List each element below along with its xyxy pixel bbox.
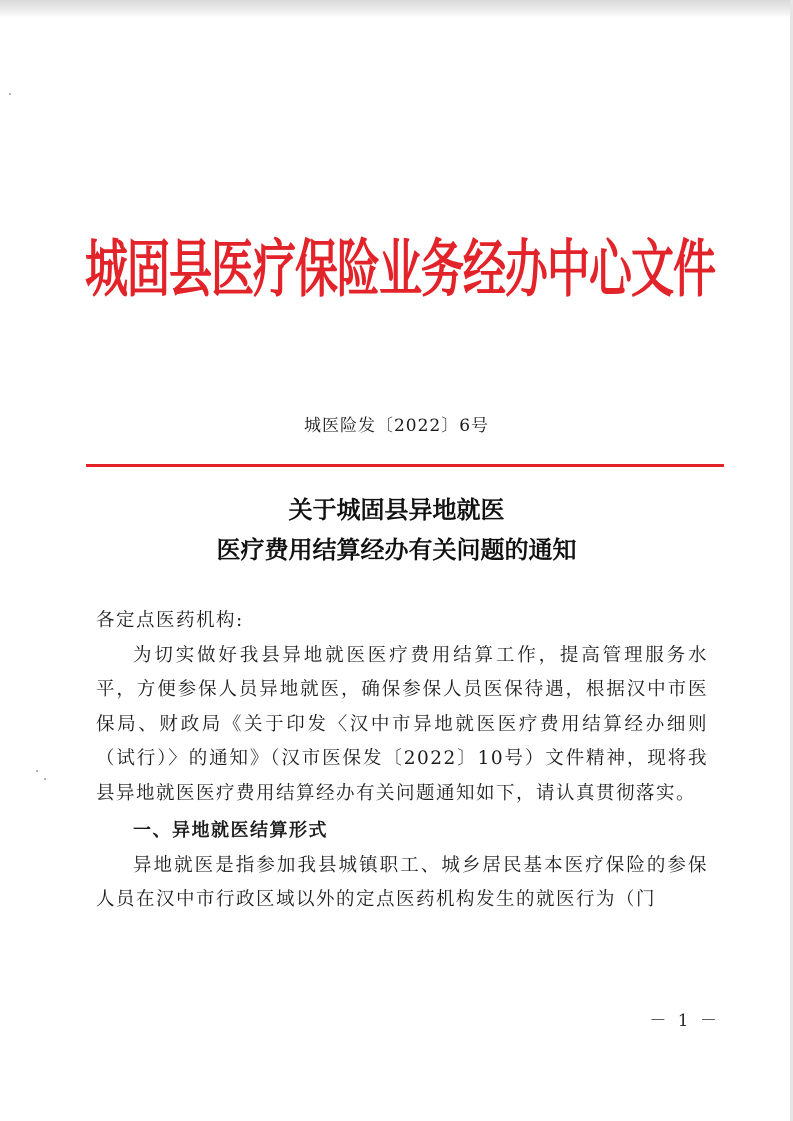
notice-title-line-1: 关于城固县异地就医 <box>288 495 505 524</box>
scan-speck <box>36 770 38 772</box>
scan-speck <box>44 778 46 780</box>
section-1-paragraph: 异地就医是指参加我县城镇职工、城乡居民基本医疗保险的参保人员在汉中市行政区域以外的定点医药机构发生的就医行为（门 <box>96 854 708 910</box>
notice-title-line-2: 医疗费用结算经办有关问题的通知 <box>216 535 577 564</box>
scan-edge-top <box>0 0 793 18</box>
header-red-rule <box>86 464 724 467</box>
intro-paragraph: 为切实做好我县异地就医医疗费用结算工作，提高管理服务水平，方便参保人员异地就医，确保参保人员医保待遇，根据汉中市医保局、财政局《关于印发〈汉中市异地就医医疗费用结算经办细则（试行）〉的通知》（汉市医保发〔2022〕10号）文件精神，现将我县异地就医医疗费用结算经办有关问题通知如下，请认真贯彻落实。 <box>96 644 708 804</box>
section-heading-1: 一、异地就医结算形式 <box>133 820 328 841</box>
notice-title <box>0 490 793 570</box>
document-header-title: 城固县医疗保险业务经办中心文件 <box>85 233 715 307</box>
document-number: 城医险发〔2022〕6号 <box>303 416 490 436</box>
document-body <box>96 604 708 918</box>
addressee: 各定点医药机构: <box>96 610 244 631</box>
page-number: － 1 － <box>649 1011 720 1031</box>
scan-speck <box>9 93 11 95</box>
